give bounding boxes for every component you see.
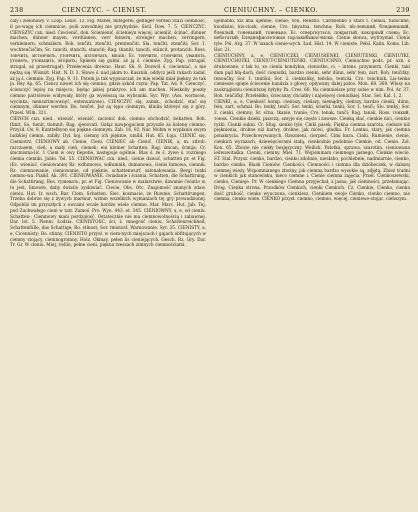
right-column-paragraph-2: CIENIUCHNY, a, e, CIENIUCZKI, CIENIUSIENKI, CIENIUTENKI, CIENIUTKI, CIENIUCHOTKI, CIENIUT-CIENIUTENKI. CIENIUCHNO, Cieniuchno pods. pr. uzn. x drukowane, z tak to, xo cieniu kondyłna, cieniutko, ci. – intens. przymiern. Cienki, taki dam pąd błą-dach, dość cieniutki, bardzo cienki, sehr dünn, sehr fein, zart. Boh. tenčitky, tenoučky. Sor. 1. tmitšni; Sor. 2. cienkoliky, teńcko, tentcki. Cro. tenchnik. Lis-tenka cieniesze spięte ściecenie bandzia z głowy, opływany dalej pałce. Mon. 68. 369. Włosy na zaokrągloniu cieniutszej byłyby Pa. Cres. 66. Na ciemnielsze przy sobie w nim. Pol. Ar. 37. Boh. tenčičký. Przelekłko, ściecsnny chciałby i najwięcej cieniutkiej. Stac. Sel. Kal. 1, 2. (214, 53, 410, 99)
running-header (10, 6, 410, 16)
left-column-paragraph-1: ćaly i zielonawy. v. Loop. Lexic. 13. Fig. Mabel, mitsgerei, gefinger verden Stazi ciemność, ił po-wagę ich ciemnicie, poili zawodniej nie przybydzie. Sicil. Dow. 7. 5. CIENCZYC. CIENSZYC cxn. nied. Ciecienić, dok. Scienienić, ścienieyn więcej, ucienlić, ścinać, dünner machen, dünner mayen, verdünnen, verr feinern, strenger machen, verringern, verkleinern, schmälern. Boh. tenčiti, ztenčiti, prentenčiti. Sla. tenčiti, ztenčiti; Sor. 1. wochtenčisčim; Sc. tanciti, stanciti, stanciti; Rag. tkaniti, tanciti, otäncit, protanciti. Ross. тончить, истончить, утончить, изтончать, мnuin; Ec. тончити, стончити, умапять, утонять, утоньцить, вторить; Spinem się gulmi. aż ją ś. ciemnie. Zyg. Pap. (strugał, strugał, aż przestrugał). Przełecenia drewno. Haur. Sk. 8. Dozwól ś. ciecieniać, a nie nędzą się. Wisniżt. Hist. N. D. 3. Słowo ś. nad jakim to. Kasznik, oddycz jeśli rukach żadał, aż ją ś. ciemnie. Zyg. Pap. 9, 11. Potem ja tak wypuszczał, że mię wielki miał piękny, że tak ja. Rey Ap. 65. Ciencz nawet ich się ciemno, gdzie szkód czyni: Pap. Tat. Ad. 9. Cienczyć, ścienczyć lepiej na miejscu, będąc jakiej praktyce. ich am machen. Nieskoby poszły ciemno patrolowie widywały, który ga wywłoszą na wybranki. Syr. Wyr. (Ass. wormcen, wycinka, nienszrimcownyć, extenuatione). CIENCZYC się, zaimk., zchodzić, stać się ciemnym, dünner werden. Bo. tenčet. Już są tępu ciemnym, kliniła któreyś się z góry. Przesl. Wilk. 321. (10, 19, 206, 116)
right-column-paragraph-3: CIENKI, a, e, Cienkość komp. cieniszy, cieńszy, niemądry, cieńszy, bardzo cienki, dünn, fein, zart, schmal. Bo. tenký, tenčí. Sor. tenki, ścierki, tenki; Sor. 1. tenči; Slo. tenký; Sor. 2. cienki, ciemny; Sr. sčna, tkanie, tvanie; Cro. tenak, tančí; Rag. tanak. Ross. тонкий, тонок. Cienkie dzieki, piszczą, szeyje się często i zawsze. Cienką słać, cienkie nici, cienkie ryżki. Cienki sukni. Cr. Sfug. sienko tyle. Cinki pasek. Piękna ciemna szarota, cieńsze niż pięknienia, drobne niż barwy, drobne, jak mówi, gładka. Fr. Lomna, stary, jak ciemna ponakrycia. Przechowywanych, Rzeznieni, cierpieć. Cimi kura. Cinki, Rumienie, cienie, cienkich wyrazach, dziewięciorami stałą, cienkośnie podobnie Cienkie, od. Cienie. Zol. Kon. 65. Zbozie nie ciekły bezjęzyczny. Weilick. Pałotka, sprawa, szarotka, cieniowana iedwawitaśka. Cienki, ciemny. Miel. 71. Wspominam ciemnego jasnego, Cienkie wiecie. ST. Stal. Przysz. cienko, bardzo, cienko zdobnie, niesłabo, pochlebnie, nadmiarnie, cienko, bardzo cienko. Blask Cieniów. Cienkości, Ciemności i ciemna dla dzióbeczek, w dalszej ciemnej wieży. Wspomnianego zbożny, jak ciemną bardzo wysokie są, zdjętą. Zbież trudni w cienkich jak stanowisku, nieco ciemne i. Cienie ciemna zajęcia. Przeł. Cienkoszewski, cienko, Cienieje. Pr. W cienkiego Ciemna przyjechał, z jasna, jak ciemności, przełamując. Drog. Cienka strona, Przodków Cienkich, cienki Cienkich. Cz. Cienkie, Cienko, cienka dość grubość, cienko wyuczona, cienkiesz, Cienkiem swoje Cienko, cienko ciemno, nie ciemna, cienko wiele. CIENKO przysł. ciemno, ciemno, więcej, cieniowo-stojąc, cieńszym. (214, 99, 410, 203)
page-footer (10, 508, 410, 509)
header-left (10, 6, 210, 14)
left-running-title: CIENCZYC. – CIENIST. (61, 6, 147, 14)
header-right (210, 6, 410, 14)
page-number-right: 239 (396, 6, 410, 14)
right-running-title: CIENIUCHNY. – CIENKO. (224, 6, 318, 14)
left-column-paragraph-2: CIENCH cxn. nied., wieniść, wieniść, zacienić dok. ciemno obchodzić, bekatten. Boh. ftínit, So. tienit, tiemnit; Rag. sjenovati. Gałąz nawpogaciem przyszło za kolenę ciemno. Przyśd. Oo. 8. Kunttelbyon się piękne ciemnym. Zab. 16, 92. Nar. Mohm w wypłaniu swym ludzkiej ciemni, zabiły. Dyl. koj. ciemny ich pięknie, umilił. Hut. 65. Łoja. CIENIĆ się. Ciemiotrz. CIENIOWY ab. Cienie, Cieni. CIENIEC ab Cienić. CIENIK, a, m. zdrob. rarczasem, cień, a mały cień, ciemek; ein kleiner Schatten. Rag. śmcan, ścmija; Cr. śmcmisma-lić. 1 Ciem w owy łlepotie, następuje ogólnie. Blas ś. że ś. żywe ś. rozżnego ciemia ciemiki. Jabło. Tel. 55. CIENIOWAC cxn. nied., cienie dawać, schatten pr. et Fig. (Ec. wieniuć, cieniowanie) Rz. wdłumowa, wdłumnik, dumanowa, cienis łumowa, ciennik. Rz. ciemnowanie, cieniowanie, od pięknie, schattenwurf, sałonałowania. Bergi tonki ciemno-wa. Piańd. Ak. 391. CIENIOWANIE. ćwiadanie i ściania, Schatten, die Schattirung, die Schattirung, Ros. тушевать; pr. et Fig. Cieniowanie w malarstwie, dawanie ćwiatio w, to jest, liniowie, daby światio zyskiwiać. Ciecie. Obs. Otc. Znajomość znanych zdaw. cieniu. Hut. Ir. wsch. Bar. Ciem, Schatten. Siec. kosmacie, że Ruwnie, Schattirungen. Trzeba dobrze się z żywych marmur, wzmie wszelkich wymaniach tej gry prowadzionej. Odpobliż im przyszłych z owcami wcale bardzo wiele ciemno. Mar. Marc. Hut. Jab. Tej, pod Zuchwałego cieni w tatr. Zamoś. Pro. Wyn. 443. et. 345. CIENIOWNY, a, e, od cieniu. Schatten-. Ciemnowy mani perdząlość. Ostatecznie nie ma ciemnowolnością i zabawnej. Dar. Ist. 5. Pienni. Łodzia. CIENISTOSC, ści, ż. mnogość cieniu, Schattenreichheit, Schattenfülle, das Schattige; Bo. stínost; Sor. tmistosť. Warnowanie. Syr. 35. CIENISTY, a, e, Cicennisty; Bo. stinny. CIENISTO przysł. w ciem-nych miejscach i gajach obfitujących w ciemny stojący, ciemnogromny, Holz. Okmay, pełen lis cieniejących. Gesch. Rz. Gry. Dar. Tr. Gr. W cieniu. Miej, roślin, pełne cieni, piękna rzeszach zimnych ciemnościami. (10, 116, 206, 249)
left-column (10, 19, 206, 509)
text-columns (10, 19, 410, 509)
right-column (214, 19, 410, 509)
right-column-paragraph-1: ujemanki, kiż ima ujemne, cienie; Von. Renstlo. Cardsienko x stars f. cienisi, tudóchne, kuodisini, kis-ciosk, cienne; Cro. tinyatna, tenchna; Rofs. nb-ленький, бледненький, блеклый, тоненький, тоненько. Ec. отвергнуться, покрытый, кокорный слева; Ec. небогатый; Бледнофиолетовые гарлакибыкасчиски. Cienie słonca, wytrzymał. Cienis tyle. Pol. Arg. 37. W laxach cienie-wych. Ład. Hist. 14. W cieniste. Pełsl. Kalin. Koms. Lib. Hor. 21. (214, 19, 410, 53)
page-number-left: 238 (10, 6, 24, 14)
